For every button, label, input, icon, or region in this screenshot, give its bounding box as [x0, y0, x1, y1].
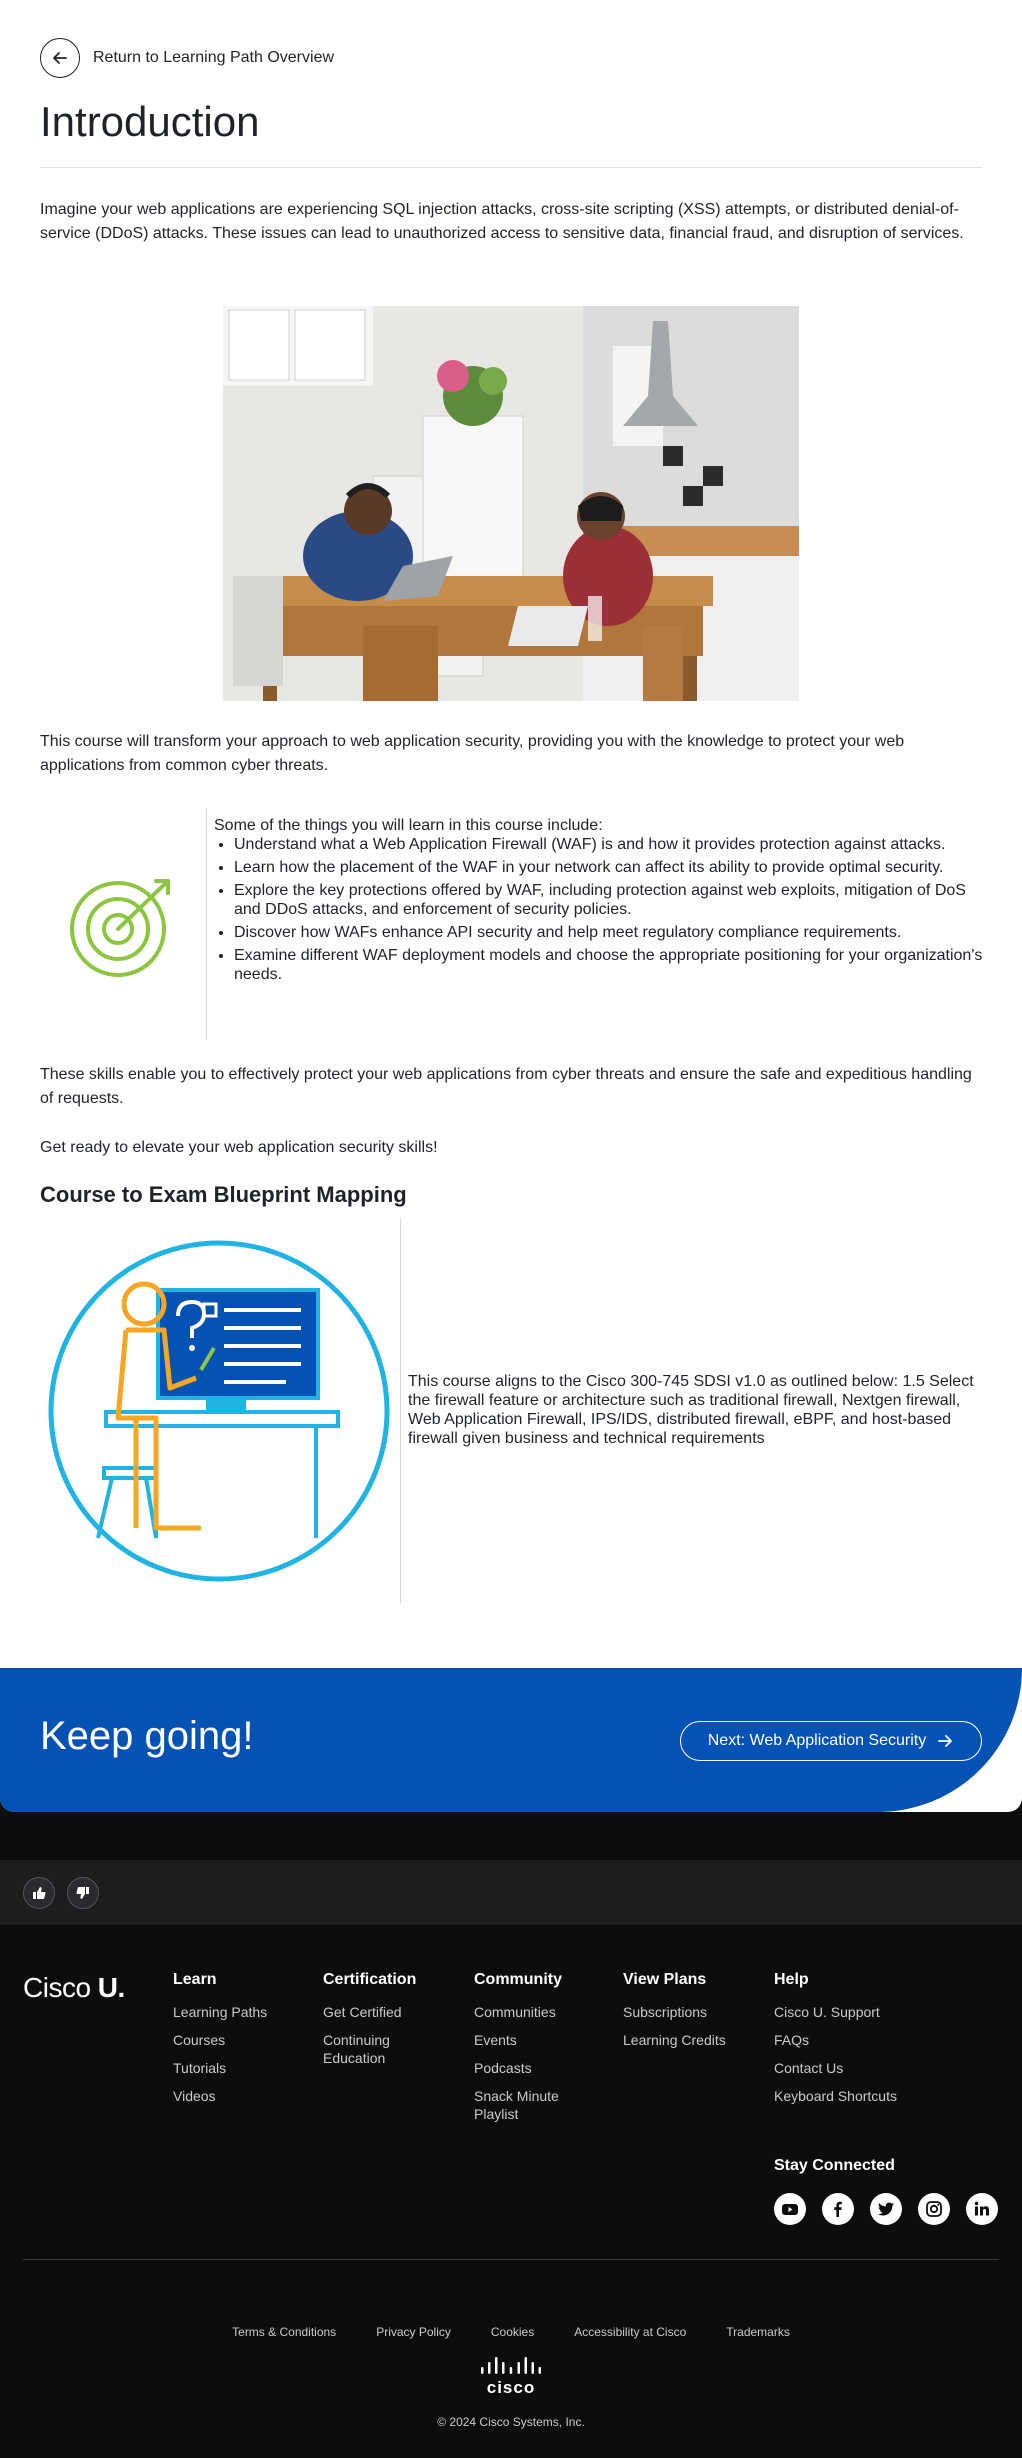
- footer-column-certification: [323, 1971, 423, 2077]
- footer-divider: [23, 2259, 999, 2260]
- footer-column-view-plans: [623, 1971, 763, 2059]
- social-links: [774, 2193, 998, 2225]
- footer-link[interactable]: Podcasts: [474, 2060, 532, 2076]
- footer-link[interactable]: Tutorials: [173, 2060, 227, 2076]
- footer-column-title: View Plans: [623, 1971, 707, 1988]
- title-divider: [40, 167, 982, 168]
- blueprint-divider: [400, 1218, 401, 1604]
- instagram-icon: [925, 2200, 943, 2218]
- footer-link[interactable]: Videos: [173, 2088, 216, 2104]
- next-course-button[interactable]: [680, 1721, 982, 1761]
- stay-connected-heading: Stay Connected: [774, 2157, 895, 2174]
- blueprint-text: This course aligns to the Cisco 300-745 SDSI v1.0 as outlined below: 1.5 Select the firewall feature or architecture such as traditional firewall, Nextgen firewall, Web Application Firewall, IPS/IDS, distributed firewall, eBPF, and host-based firewall given business and technical requirements: [408, 1373, 974, 1447]
- copyright-text: © 2024 Cisco Systems, Inc.: [437, 2415, 585, 2429]
- footer-column-title: Community: [474, 1971, 562, 1988]
- learning-list: [214, 816, 984, 988]
- linkedin-icon: [973, 2200, 991, 2218]
- learning-item: • Explore the key protections offered by WAF, including protection against web exploits, mitigation of DoS and DDoS attacks, and enforcement of security policies.: [234, 881, 984, 919]
- cisco-logo[interactable]: [478, 2357, 544, 2397]
- outro-paragraph-2: Get ready to elevate your web application security skills!: [40, 1139, 438, 1156]
- footer-link[interactable]: Continuing Education: [323, 2032, 390, 2066]
- arrow-right-icon: [936, 1732, 954, 1750]
- return-link-label: Return to Learning Path Overview: [93, 49, 335, 66]
- legal-link[interactable]: Privacy Policy: [376, 2325, 451, 2339]
- cisco-u-logo[interactable]: [23, 1972, 125, 2004]
- exam-illustration: [46, 1238, 392, 1584]
- intro-paragraph-1: Imagine your web applications are experiencing SQL injection attacks, cross-site scripting (XSS) attempts, or distributed denial-of-service (DDoS) attacks. These issues can lead to unauthorized access to sensitive data, financial fraud, and disruption of services.: [40, 201, 964, 242]
- twitter-link[interactable]: [870, 2193, 902, 2225]
- thumbs-down-button[interactable]: [67, 1877, 99, 1909]
- page-title: Introduction: [40, 98, 260, 145]
- twitter-icon: [877, 2200, 895, 2218]
- thumbs-up-button[interactable]: [23, 1877, 55, 1909]
- feedback-bar: [0, 1860, 1022, 1925]
- linkedin-link[interactable]: [966, 2193, 998, 2225]
- keep-going-title: Keep going!: [40, 1714, 254, 1758]
- legal-link[interactable]: Trademarks: [726, 2325, 790, 2339]
- arrow-left-icon: [40, 38, 80, 78]
- intro-paragraph-2: This course will transform your approach to web application security, providing you with the knowledge to protect your web applications from common cyber threats.: [40, 733, 905, 774]
- site-footer: [0, 1925, 1022, 2458]
- footer-link[interactable]: Events: [474, 2032, 517, 2048]
- footer-link[interactable]: Snack Minute Playlist: [474, 2088, 559, 2122]
- footer-column-title: Certification: [323, 1971, 417, 1988]
- learning-item: • Discover how WAFs enhance API security and help meet regulatory compliance requirements.: [234, 923, 984, 942]
- learning-objectives: [40, 808, 982, 1040]
- footer-column-title: Learn: [173, 1971, 217, 1988]
- instagram-link[interactable]: [918, 2193, 950, 2225]
- footer-column-community: [474, 1971, 584, 2133]
- footer-link[interactable]: Communities: [474, 2004, 556, 2020]
- blueprint-mapping: [40, 1218, 982, 1604]
- legal-link[interactable]: Cookies: [490, 2325, 535, 2339]
- outro-paragraph-1: These skills enable you to effectively protect your web applications from cyber threats and ensure the safe and expeditious handling of requests.: [40, 1066, 972, 1107]
- footer-link[interactable]: Learning Credits: [623, 2032, 726, 2048]
- footer-link[interactable]: Get Certified: [323, 2004, 402, 2020]
- youtube-link[interactable]: [774, 2193, 806, 2225]
- footer-link[interactable]: FAQs: [774, 2032, 810, 2048]
- facebook-icon: [829, 2200, 847, 2218]
- footer-link[interactable]: Learning Paths: [173, 2004, 268, 2020]
- next-course-label: Next: Web Application Security: [707, 1732, 927, 1749]
- thumbs-down-icon: [76, 1886, 90, 1900]
- keep-going-banner: [0, 1668, 1022, 1812]
- facebook-link[interactable]: [822, 2193, 854, 2225]
- hero-image: [223, 306, 799, 701]
- cisco-wordmark: cisco: [486, 2378, 536, 2397]
- footer-column-learn: [173, 1971, 313, 2115]
- blueprint-heading: Course to Exam Blueprint Mapping: [40, 1182, 407, 1207]
- learning-item: • Learn how the placement of the WAF in your network can affect its ability to provide optimal security.: [234, 858, 984, 877]
- footer-link[interactable]: Subscriptions: [623, 2004, 708, 2020]
- legal-links: [0, 2325, 1022, 2339]
- legal-link[interactable]: Terms & Conditions: [232, 2325, 337, 2339]
- learning-item: • Understand what a Web Application Firewall (WAF) is and how it provides protection against attacks.: [234, 835, 984, 854]
- footer-link[interactable]: Keyboard Shortcuts: [774, 2088, 897, 2104]
- thumbs-up-icon: [32, 1886, 46, 1900]
- learning-heading: Some of the things you will learn in this course include:: [214, 817, 603, 834]
- footer-column-help: [774, 1971, 954, 2115]
- legal-link[interactable]: Accessibility at Cisco: [574, 2325, 687, 2339]
- footer-link[interactable]: Contact Us: [774, 2060, 844, 2076]
- footer-column-title: Help: [774, 1971, 809, 1988]
- logo-text: Cisco: [23, 1972, 91, 2003]
- footer-link[interactable]: Cisco U. Support: [774, 2004, 880, 2020]
- logo-bold: U.: [97, 1972, 125, 2003]
- learning-divider: [206, 808, 207, 1040]
- learning-item: • Examine different WAF deployment models and choose the appropriate positioning for your organization's needs.: [234, 946, 984, 984]
- target-icon: [70, 873, 175, 978]
- footer-link[interactable]: Courses: [173, 2032, 226, 2048]
- youtube-icon: [781, 2200, 799, 2218]
- return-link[interactable]: [40, 38, 334, 78]
